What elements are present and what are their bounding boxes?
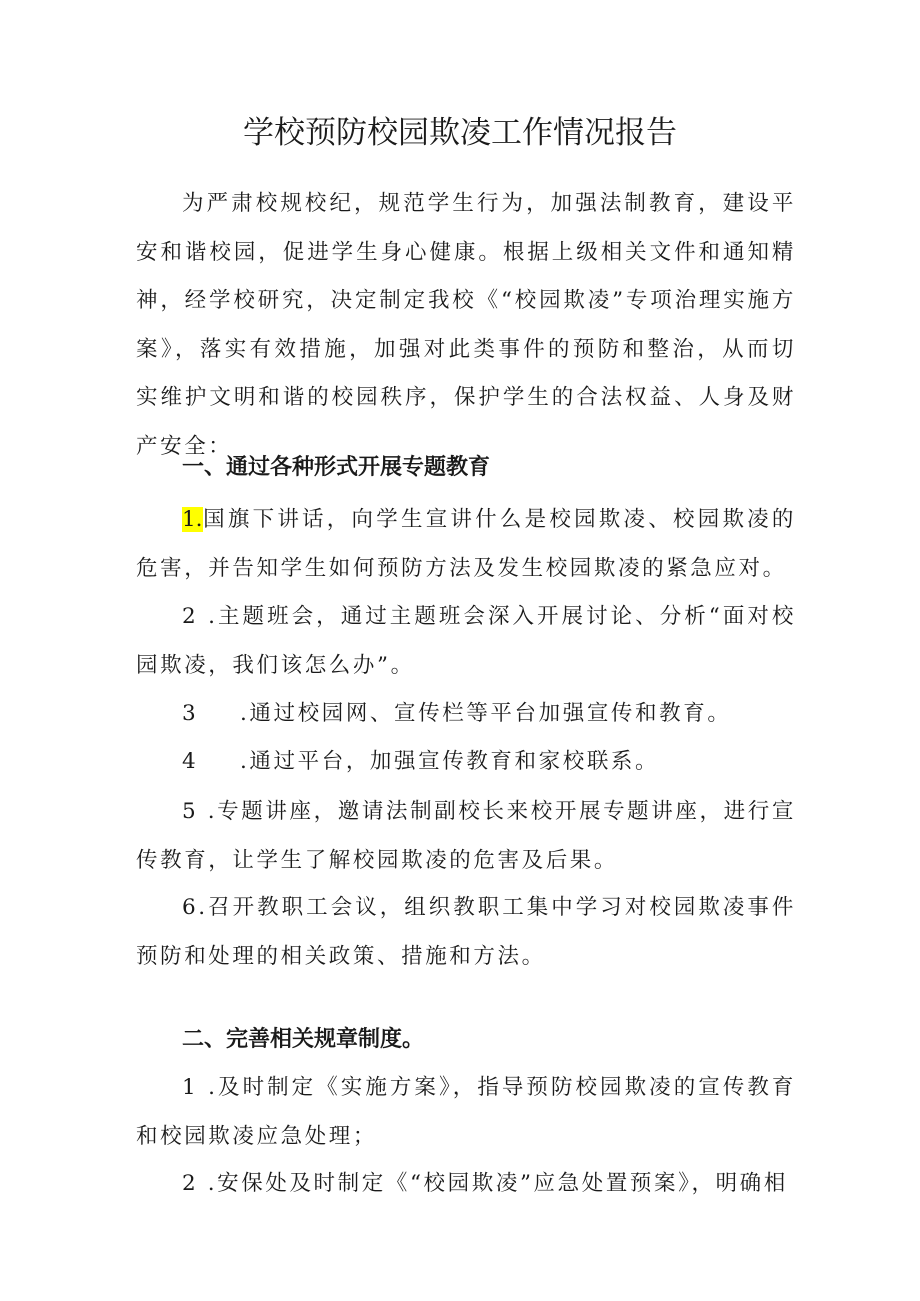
section-1-item-1 — [136, 496, 796, 593]
item-text: .通过平台，加强宣传教育和家校联系。 — [240, 749, 660, 774]
item-text: .通过校园网、宣传栏等平台加强宣传和教育。 — [240, 701, 732, 726]
section-1-item-2: 2 .主题班会，通过主题班会深入开展讨论、分析“面对校园欺凌，我们该怎么办”。 — [136, 604, 796, 678]
section-1-item-4 — [136, 738, 796, 787]
section-1-heading: 一、通过各种形式开展专题教育 — [182, 455, 491, 480]
section-1-item-3 — [136, 690, 796, 739]
section-2-item-2: 2 .安保处及时制定《“校园欺凌”应急处置预案》，明确相 — [182, 1171, 788, 1196]
item-number: 3 — [182, 701, 199, 726]
highlighted-item-number: 1. — [182, 507, 203, 532]
item-number: 4 — [182, 749, 199, 774]
document-title: 学校预防校园欺凌工作情况报告 — [243, 115, 677, 151]
section-2-item-1: 1 .及时制定《实施方案》，指导预防校园欺凌的宣传教育和校园欺凌应急处理； — [136, 1075, 796, 1149]
intro-paragraph: 为严肃校规校纪，规范学生行为，加强法制教育，建设平安和谐校园，促进学生身心健康。根据上级相关文件和通知精神，经学校研究，决定制定我校《“校园欺凌”专项治理实施方案》，落实有效措施，加强对此类事件的预防和整治，从而切实维护文明和谐的校园秩序，保护学生的合法权益、人身及财产安全： — [136, 191, 796, 459]
section-2-heading: 二、完善相关规章制度。 — [182, 1027, 425, 1052]
item-text: 国旗下讲话，向学生宣讲什么是校园欺凌、校园欺凌的危害，并告知学生如何预防方法及发生校园欺凌的紧急应对。 — [136, 507, 796, 581]
section-1-item-6: 6.召开教职工会议，组织教职工集中学习对校园欺凌事件预防和处理的相关政策、措施和方法。 — [136, 895, 796, 969]
section-1-item-5: 5 .专题讲座，邀请法制副校长来校开展专题讲座，进行宣传教育，让学生了解校园欺凌的危害及后果。 — [136, 799, 796, 873]
